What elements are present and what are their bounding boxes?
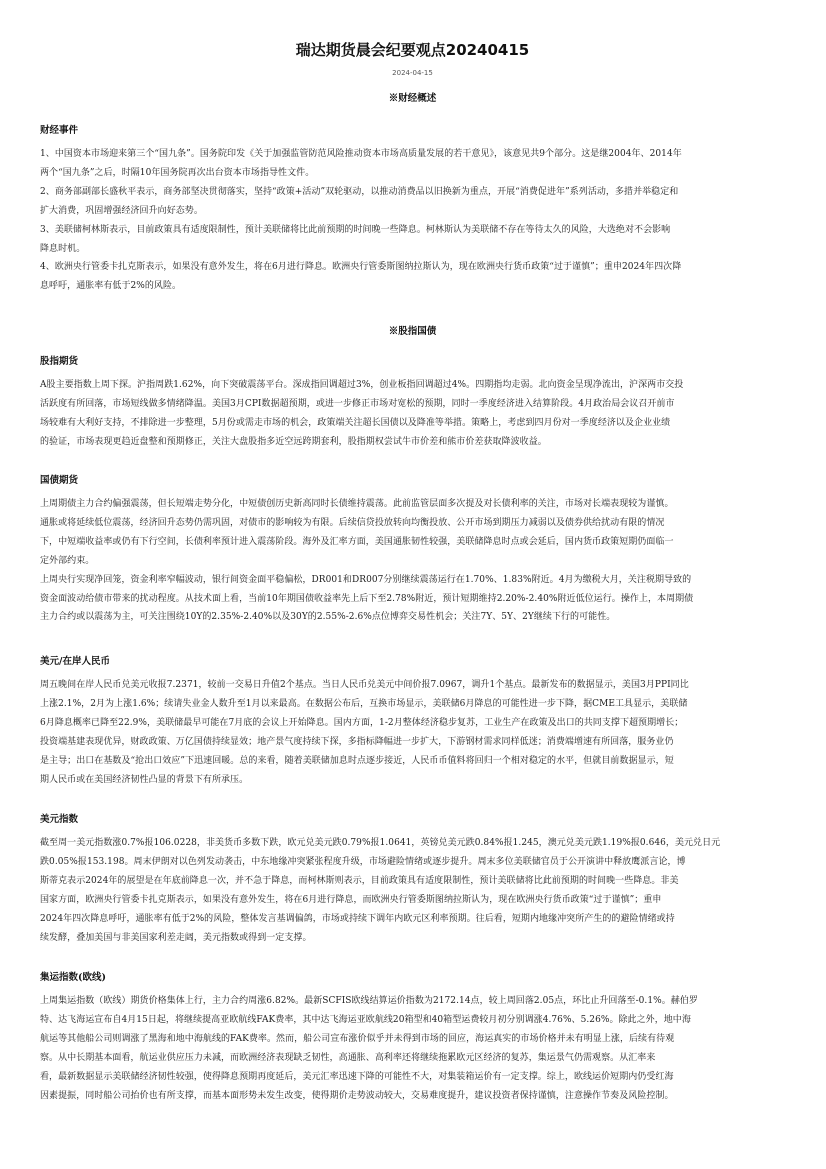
- paragraph-line: 续发酵，叠加美国与非美国家利差走阔，美元指数或得到一定支撑。: [40, 932, 312, 943]
- paragraph-line: 扩大消费，巩固增强经济回升向好态势。: [40, 205, 203, 216]
- paragraph-line: 资金面波动给债市带来的扰动程度。从技术面上看，当前10年期国债收益率先上后下至2.78%附近，预计短期维持2.20%-2.40%附近低位运行。操作上，本周期债: [40, 593, 694, 604]
- finance-events-block: [40, 124, 785, 296]
- paragraph-line: 2、商务部副部长盛秋平表示，商务部坚决贯彻落实，坚持“政策+活动”双轮驱动，以推动消费品以旧换新为重点，开展“消费促进年”系列活动，多措并举稳定和: [40, 186, 679, 197]
- paragraph-line: 截至周一美元指数涨0.7%报106.0228，非美货币多数下跌，欧元兑美元跌0.79%报1.0641，英镑兑美元跌0.84%报1.245，澳元兑美元跌1.19%报0.646，美元兑日元: [40, 838, 721, 848]
- container-freight-heading: 集运指数(欧线): [40, 972, 106, 983]
- paragraph-line: 特、达飞海运宣布自4月15日起，将继续提高亚欧航线FAK费率，其中达飞海运亚欧航线20箱型和40箱型运费较月初分别调涨4.76%、5.26%。除此之外，地中海: [40, 1014, 691, 1025]
- paragraph-line: 航运等其他船公司则调涨了黑海和地中海航线的FAK费率。然而，船公司宣布涨价似乎并未得到市场的回应，海运真实的市场价格并未有明显上涨，后续有待观: [40, 1033, 675, 1044]
- section-title-stocks-wrap: [40, 325, 785, 339]
- paragraph-line: 的验证，市场表现更趋近盘整和预期修正，关注大盘股指多近空远跨期套利，股指期权尝试牛市价差和熊市价差获取降波收益。: [40, 436, 547, 447]
- paragraph-line: 上周集运指数（欧线）期货价格集体上行，主力合约周涨6.82%。最新SCFIS欧线结算运价指数为2172.14点，较上周回落2.05点，环比止升回落至-0.1%。赫伯罗: [40, 996, 698, 1006]
- paragraph-line: 看，最新数据显示美联储经济韧性较强，使得降息预期再度延后，美元汇率迅速下降的可能性不大，对集装箱运价有一定支撑。综上，欧线运价短期内仍受红海: [40, 1071, 674, 1082]
- paragraph-line: 4、欧洲央行管委卡扎克斯表示，如果没有意外发生，将在6月进行降息。欧洲央行管委斯图纳拉斯认为，现在欧洲央行货币政策“过于谨慎”；重申2024年四次降: [40, 262, 682, 273]
- bond-futures-heading: 国债期货: [40, 475, 79, 486]
- index-futures-block: [40, 355, 785, 452]
- paragraph-line: 投资端基建表现优异，财政政策、万亿国债持续显效；地产景气度持续下探，多指标降幅进一步扩大，下游钢材需求同样低迷；消费端增速有所回落，服务业仍: [40, 736, 674, 747]
- paragraph-line: 1、中国资本市场迎来第三个“国九条”。国务院印发《关于加强监管防范风险推动资本市场高质量发展的若干意见》，该意见共9个部分。这是继2004年、2014年: [40, 149, 682, 159]
- dxy-heading: 美元指数: [40, 814, 79, 825]
- paragraph-line: 主力合约或以震荡为主，可关注围绕10Y的2.35%-2.40%以及30Y的2.55%-2.6%点位博弈交易性机会；关注7Y、5Y、2Y继续下行的可能性。: [40, 612, 616, 623]
- paragraph-line: 息呼吁，通胀率有低于2%的风险。: [40, 281, 182, 292]
- paragraph-line: 2024年四次降息呼吁，通胀率有低于2%的风险，整体发言基调偏鸽，市场或持续下调年内欧元区利率预期。往后看，短期内地缘冲突所产生的的避险情绪或持: [40, 913, 675, 924]
- paragraph-line: 上周期债主力合约偏强震荡，但长短端走势分化，中短债创历史新高同时长债维持震荡。此前监管层面多次提及对长债利率的关注，市场对长端表现较为谨慎。: [40, 499, 674, 509]
- paragraph-line: 期人民币或在美国经济韧性凸显的背景下有所承压。: [40, 774, 249, 785]
- paragraph-line: 因素提振，同时船公司抬价也有所支撑，而基本面形势未发生改变，使得期价走势波动较大，交易难度提升，建议投资者保持谨慎，注意操作节奏及风险控制。: [40, 1090, 674, 1101]
- paragraph-line: 是主导；出口在基数及“抢出口效应”下迅速回暖。总的来看，随着美联储加息时点逐步接近，人民币币值料将回归一个相对稳定的水平，但就目前数据显示，短: [40, 755, 674, 766]
- paragraph-line: 两个“国九条”之后，时隔10年国务院再次出台资本市场指导性文件。: [40, 167, 315, 178]
- paragraph-line: 跌0.05%报153.198。周末伊朗对以色列发动袭击，中东地缘冲突紧张程度升级，市场避险情绪或逐步提升。周末多位美联储官员于公开演讲中释放鹰派言论，博: [40, 856, 686, 867]
- paragraph-line: 定外部约束。: [40, 555, 95, 566]
- usdcnh-block: [40, 655, 785, 789]
- paragraph-line: 通胀或将延续低位震荡，经济回升态势仍需巩固，对债市的影响较为有限。后续信贷投放转向均衡投放、公开市场到期压力减弱以及债券供给扰动有限的情况: [40, 517, 665, 528]
- paragraph-line: 察。从中长期基本面看，航运业供应压力未减，而欧洲经济表现缺乏韧性，高通胀、高利率还将继续拖累欧元区经济的复苏，集运景气仍需观察。从汇率来: [40, 1052, 656, 1063]
- container-freight-block: [40, 971, 785, 1105]
- paragraph-line: 国家方面，欧洲央行管委卡扎克斯表示，如果没有意外发生，将在6月进行降息，而欧洲央行管委斯图纳拉斯认为，现在欧洲央行货币政策“过于谨慎”；重申: [40, 894, 662, 905]
- section-title-stocks: ※股指国债: [388, 326, 437, 337]
- paragraph-line: 降息时机。: [40, 243, 86, 254]
- dxy-block: [40, 813, 785, 947]
- report-title: 瑞达期货晨会纪要观点20240415: [295, 41, 530, 59]
- paragraph-line: 斯蒂克表示2024年的展望是在年底前降息一次，并不急于降息，而柯林斯则表示，目前政策具有适度限制性，预计美联储将比此前预期的时间晚一些降息。非美: [40, 875, 679, 886]
- paragraph-line: 3、美联储柯林斯表示，目前政策具有适度限制性，预计美联储将比此前预期的时间晚一些降息。柯林斯认为美联储不存在等待太久的风险，大选绝对不会影响: [40, 224, 671, 235]
- paragraph-line: 6月降息概率已降至22.9%，美联储最早可能在7月底的会议上开始降息。国内方面，1-2月整体经济稳步复苏，工业生产在政策及出口的共同支撑下超预期增长；: [40, 717, 684, 728]
- paragraph-line: 上周央行实现净回笼，资金利率窄幅波动，银行间资金面平稳偏松，DR001和DR007分别继续震荡运行在1.70%、1.83%附近。4月为缴税大月，关注税期导致的: [40, 574, 692, 585]
- paragraph-line: 周五晚间在岸人民币兑美元收报7.2371，较前一交易日升值2个基点。当日人民币兑美元中间价报7.0967，调升1个基点。最新发布的数据显示，美国3月PPI同比: [40, 680, 689, 690]
- section-title-finance: ※财经概述: [388, 93, 437, 104]
- paragraph-line: 上涨2.1%，2月为上涨1.6%；续请失业金人数升至1月以来最高。在数据公布后，互换市场显示，美联储6月降息的可能性进一步下降，据CME工具显示，美联储: [40, 698, 688, 709]
- usdcnh-heading: 美元/在岸人民币: [40, 656, 110, 667]
- paragraph-line: A股主要指数上周下探。沪指周跌1.62%，向下突破震荡平台。深成指回调超过3%，创业板指回调超过4%。四期指均走弱。北向资金呈现净流出，沪深两市交投: [40, 380, 684, 390]
- report-date: 2024-04-15: [392, 69, 433, 77]
- paragraph-line: 下，中短端收益率或仍有下行空间，长债利率预计进入震荡阶段。海外及汇率方面，美国通胀韧性较强，美联储降息时点或会延后，国内货币政策短期仍面临一: [40, 536, 674, 547]
- index-futures-heading: 股指期货: [40, 356, 79, 367]
- bond-futures-block: [40, 474, 785, 627]
- paragraph-line: 场较难有大利好支持，不排除进一步整理，5月份或需走市场的机会，政策端关注超长国债以及降准等举措。策略上，考虑到四月份对一季度经济以及企业业绩: [40, 417, 671, 428]
- finance-events-heading: 财经事件: [40, 125, 79, 136]
- paragraph-line: 活跃度有所回落，市场短线做多情绪降温。美国3月CPI数据超预期，或进一步修正市场对宽松的预期，同时一季度经济进入结算阶段。4月政治局会议召开前市: [40, 398, 675, 409]
